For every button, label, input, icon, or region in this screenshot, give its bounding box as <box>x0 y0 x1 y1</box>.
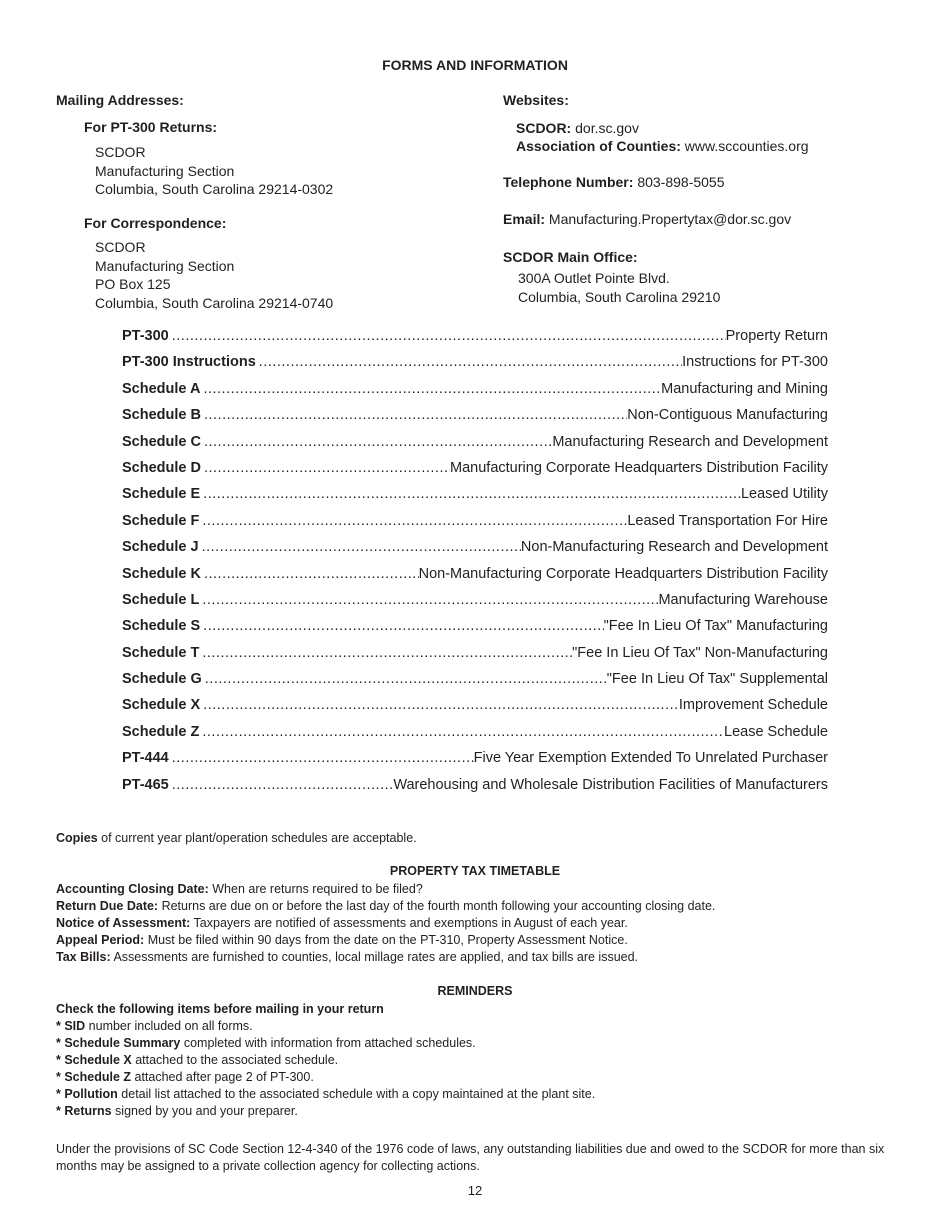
reminder-label: * Schedule X <box>56 1053 132 1067</box>
timetable-item <box>56 898 916 915</box>
form-code: Schedule G <box>122 671 202 688</box>
form-description: Improvement Schedule <box>678 697 828 714</box>
form-code: Schedule F <box>122 512 200 529</box>
copies-bold: Copies <box>56 831 98 845</box>
leader-dots <box>199 724 724 740</box>
form-row <box>122 566 828 592</box>
form-code: Schedule Z <box>122 723 200 740</box>
leader-dots <box>199 513 627 529</box>
form-description: Leased Transportation For Hire <box>627 512 828 529</box>
form-description: Leased Utility <box>740 486 828 503</box>
address-line: SCDOR <box>95 144 146 160</box>
scdor-website <box>516 119 639 138</box>
timetable-text: Assessments are furnished to counties, local millage rates are applied, and tax bills are issued. <box>110 950 639 964</box>
leader-dots <box>169 777 394 793</box>
reminder-item <box>56 1035 916 1052</box>
pt300-address <box>95 143 333 199</box>
form-code: PT-465 <box>122 776 169 793</box>
form-row <box>122 354 828 380</box>
main-office-heading: SCDOR Main Office: <box>503 249 638 265</box>
form-row <box>122 381 828 407</box>
reminder-item <box>56 1052 916 1069</box>
main-office-address <box>518 269 720 306</box>
reminders-intro: Check the following items before mailing in your return <box>56 1002 384 1016</box>
form-row <box>122 618 828 644</box>
timetable-label: Notice of Assessment: <box>56 916 191 930</box>
form-description: Non-Manufacturing Research and Development <box>520 539 828 556</box>
form-description: Lease Schedule <box>724 723 828 740</box>
copies-text: of current year plant/operation schedules are acceptable. <box>97 831 417 845</box>
form-description: Non-Manufacturing Corporate Headquarters Distribution Facility <box>418 565 828 582</box>
form-description: Manufacturing Research and Development <box>552 433 828 450</box>
form-code: PT-444 <box>122 750 169 767</box>
timetable-list <box>56 881 916 966</box>
reminder-text: attached to the associated schedule. <box>131 1053 339 1067</box>
form-description: Non-Contiguous Manufacturing <box>627 407 828 424</box>
form-row <box>122 513 828 539</box>
email <box>503 210 791 229</box>
reminder-item <box>56 1018 916 1035</box>
form-description: "Fee In Lieu Of Tax" Manufacturing <box>603 618 828 635</box>
form-code: Schedule E <box>122 486 201 503</box>
address-line: Columbia, South Carolina 29210 <box>518 288 721 305</box>
telephone <box>503 173 725 192</box>
form-row <box>122 460 828 486</box>
scdor-link[interactable]: dor.sc.gov <box>575 120 639 136</box>
form-code: Schedule C <box>122 433 201 450</box>
reminder-label: * SID <box>56 1019 86 1033</box>
reminder-text: number included on all forms. <box>85 1019 253 1033</box>
form-code: PT-300 Instructions <box>122 354 256 371</box>
timetable-text: Must be filed within 90 days from the date on the PT-310, Property Assessment Notice. <box>144 933 628 947</box>
reminder-label: * Pollution <box>56 1087 118 1101</box>
timetable-item <box>56 915 916 932</box>
email-label: Email: <box>503 211 546 227</box>
copies-note <box>56 830 916 847</box>
correspondence-heading: For Correspondence: <box>84 215 227 231</box>
form-code: PT-300 <box>122 328 169 344</box>
counties-website <box>516 137 809 156</box>
mailing-heading: Mailing Addresses: <box>56 92 184 108</box>
reminders-heading: REMINDERS <box>437 984 513 998</box>
telephone-label: Telephone Number: <box>503 174 634 190</box>
leader-dots <box>199 539 521 555</box>
form-code: Schedule T <box>122 644 200 661</box>
reminder-text: attached after page 2 of PT-300. <box>131 1070 314 1084</box>
leader-dots <box>169 328 726 344</box>
form-row <box>122 486 828 512</box>
reminder-item <box>56 1086 916 1103</box>
leader-dots <box>201 407 627 423</box>
telephone-number: 803-898-5055 <box>637 174 725 190</box>
leader-dots <box>200 381 661 397</box>
form-row <box>122 539 828 565</box>
form-description: Warehousing and Wholesale Distribution Facilities of Manufacturers <box>393 776 828 793</box>
timetable-item <box>56 932 916 949</box>
form-code: Schedule K <box>122 565 201 582</box>
leader-dots <box>200 618 603 634</box>
form-row <box>122 671 828 697</box>
address-line: Columbia, South Carolina 29214-0302 <box>95 181 334 197</box>
address-line: PO Box 125 <box>95 276 171 292</box>
leader-dots <box>201 460 450 476</box>
address-line: 300A Outlet Pointe Blvd. <box>518 270 670 286</box>
scdor-label: SCDOR: <box>516 120 572 136</box>
form-row <box>122 328 828 354</box>
leader-dots <box>169 750 474 766</box>
timetable-item <box>56 881 916 898</box>
leader-dots <box>200 486 741 502</box>
timetable-item <box>56 949 916 966</box>
form-description: "Fee In Lieu Of Tax" Non-Manufacturing <box>572 644 828 661</box>
form-description: Instructions for PT-300 <box>682 354 828 371</box>
counties-link[interactable]: www.sccounties.org <box>684 138 809 154</box>
form-description: Property Return <box>725 328 828 344</box>
page-title: FORMS AND INFORMATION <box>382 57 568 73</box>
leader-dots <box>201 434 552 450</box>
form-code: Schedule D <box>122 459 201 476</box>
reminder-label: * Schedule Summary <box>56 1036 181 1050</box>
leader-dots <box>202 671 607 687</box>
reminder-label: * Schedule Z <box>56 1070 132 1084</box>
form-row <box>122 434 828 460</box>
form-row <box>122 407 828 433</box>
form-description: Five Year Exemption Extended To Unrelated Purchaser <box>473 750 828 767</box>
form-code: Schedule J <box>122 539 199 556</box>
forms-list <box>122 328 828 803</box>
leader-dots <box>199 645 572 661</box>
timetable-label: Accounting Closing Date: <box>56 882 209 896</box>
reminder-text: completed with information from attached schedules. <box>180 1036 476 1050</box>
reminder-text: detail list attached to the associated schedule with a copy maintained at the plant site. <box>117 1087 596 1101</box>
timetable-label: Appeal Period: <box>56 933 145 947</box>
form-code: Schedule B <box>122 407 201 424</box>
address-line: Manufacturing Section <box>95 162 235 179</box>
timetable-text: Returns are due on or before the last day of the fourth month following your accounting closing date. <box>158 899 716 913</box>
form-code: Schedule A <box>122 380 201 397</box>
form-description: "Fee In Lieu Of Tax" Supplemental <box>606 671 828 688</box>
reminders-list <box>56 1001 916 1120</box>
leader-dots <box>200 697 679 713</box>
form-code: Schedule L <box>122 591 200 608</box>
timetable-label: Return Due Date: <box>56 899 159 913</box>
email-link[interactable]: Manufacturing.Propertytax@dor.sc.gov <box>548 211 792 227</box>
leader-dots <box>199 592 658 608</box>
reminder-label: * Returns <box>56 1104 112 1118</box>
reminder-item <box>56 1069 916 1086</box>
form-row <box>122 750 828 776</box>
form-code: Schedule X <box>122 697 201 714</box>
address-line: Manufacturing Section <box>95 257 235 274</box>
reminder-item <box>56 1103 916 1120</box>
timetable-text: Taxpayers are notified of assessments and exemptions in August of each year. <box>190 916 628 930</box>
timetable-label: Tax Bills: <box>56 950 111 964</box>
reminder-text: signed by you and your preparer. <box>111 1104 298 1118</box>
leader-dots <box>256 354 682 370</box>
form-row <box>122 724 828 750</box>
form-row <box>122 645 828 671</box>
form-description: Manufacturing Warehouse <box>658 591 828 608</box>
address-line: Columbia, South Carolina 29214-0740 <box>95 294 334 311</box>
pt300-returns-heading: For PT-300 Returns: <box>84 119 218 135</box>
legal-notice: Under the provisions of SC Code Section 12-4-340 of the 1976 code of laws, any outstanding liabilities due and owed to the SCDOR for more than six months may be assigned to a private collection agency for collecting actions. <box>56 1142 885 1173</box>
form-description: Manufacturing Corporate Headquarters Distribution Facility <box>450 459 828 476</box>
websites-heading: Websites: <box>503 92 569 108</box>
form-row <box>122 777 828 803</box>
form-description: Manufacturing and Mining <box>661 380 828 397</box>
timetable-text: When are returns required to be filed? <box>208 882 423 896</box>
page-number: 12 <box>467 1183 483 1198</box>
timetable-heading: PROPERTY TAX TIMETABLE <box>389 864 561 878</box>
form-row <box>122 697 828 723</box>
leader-dots <box>201 566 419 582</box>
address-line: SCDOR <box>95 239 146 255</box>
counties-label: Association of Counties: <box>516 138 681 154</box>
correspondence-address <box>95 238 333 312</box>
form-code: Schedule S <box>122 618 201 635</box>
form-row <box>122 592 828 618</box>
